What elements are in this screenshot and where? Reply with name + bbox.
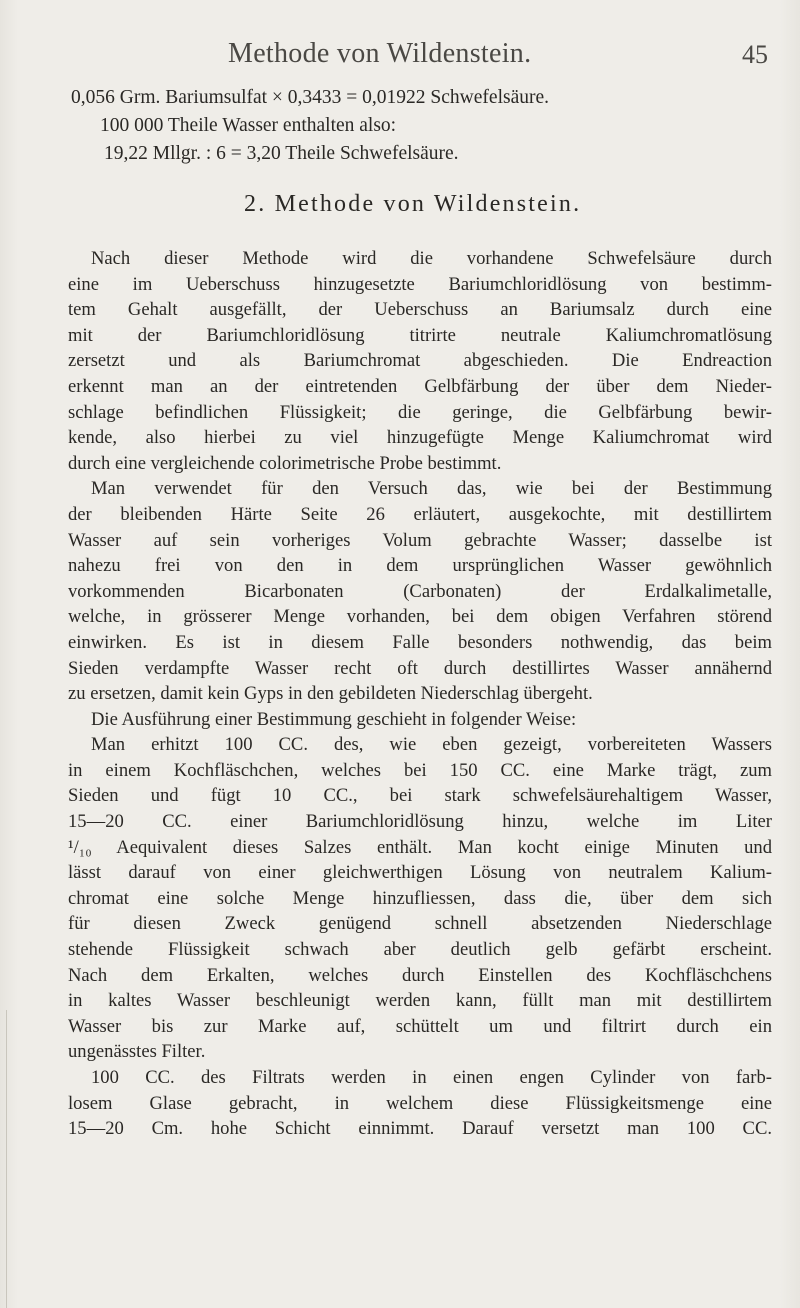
text-line: 100 CC. des Filtrats werden in einen engen Cylinder von farb-	[91, 1067, 772, 1088]
text-line: zersetzt und als Bariumchromat abgeschieden. Die Endreaction	[68, 350, 772, 372]
text-line: mit der Bariumchloridlösung titrirte neutrale Kaliumchromatlösung	[68, 324, 772, 346]
text-line: lässt darauf von einer gleichwerthigen Lösung von neutralem Kalium-	[68, 862, 772, 884]
text-line: vorkommenden Bicarbonaten (Carbonaten) der Erdalkalimetalle,	[68, 580, 772, 602]
text-line: Sieden verdampfte Wasser recht oft durch destillirtes Wasser annähernd	[68, 657, 772, 679]
text-line: Wasser bis zur Marke auf, schüttelt um und filtrirt durch ein	[68, 1015, 772, 1037]
text-line: welche, in grösserer Menge vorhanden, bei dem obigen Verfahren störend	[68, 606, 772, 628]
text-line: losem Glase gebracht, in welchem diese Flüssigkeitsmenge eine	[68, 1092, 772, 1114]
text-line: Nach dem Erkalten, welches durch Einstellen des Kochfläschchens	[68, 964, 772, 986]
text-line: in kaltes Wasser beschleunigt werden kann, füllt man mit destillirtem	[68, 990, 772, 1012]
page-edge-line	[6, 1010, 7, 1308]
text-line: erkennt man an der eintretenden Gelbfärbung der über dem Nieder-	[68, 375, 772, 397]
section-heading: 2. Methode von Wildenstein.	[244, 191, 582, 217]
text-line: Man erhitzt 100 CC. des, wie eben gezeigt, vorbereiteten Wassers	[91, 734, 772, 756]
text-line: durch eine vergleichende colorimetrische Probe bestimmt.	[68, 452, 502, 474]
text-line: eine im Ueberschuss hinzugesetzte Bariumchloridlösung von bestimm-	[68, 273, 772, 295]
text-line: ungenässtes Filter.	[68, 1041, 206, 1063]
text-line: Die Ausführung einer Bestimmung geschieht in folgender Weise:	[91, 708, 577, 730]
text-line: für diesen Zweck genügend schnell absetzenden Niederschlage	[68, 913, 772, 935]
text-line: Nach dieser Methode wird die vorhandene Schwefelsäure durch	[91, 248, 772, 269]
text-line: Wasser auf sein vorheriges Volum gebrachte Wasser; dasselbe ist	[68, 529, 772, 551]
text-line: der bleibenden Härte Seite 26 erläutert, ausgekochte, mit destillirtem	[68, 503, 772, 525]
text-line: chromat eine solche Menge hinzufliessen, dass die, über dem sich	[68, 887, 772, 909]
text-line: tem Gehalt ausgefällt, der Ueberschuss an Bariumsalz durch eine	[68, 299, 772, 321]
text-line: einwirken. Es ist in diesem Falle besonders nothwendig, das beim	[68, 631, 772, 653]
calculation-line-1: 0,056 Grm. Bariumsulfat × 0,3433 = 0,01922 Schwefelsäure.	[71, 87, 549, 108]
calculation-line-2: 100 000 Theile Wasser enthalten also:	[100, 115, 397, 136]
text-line: 15—20 Cm. hohe Schicht einnimmt. Darauf versetzt man 100 CC.	[68, 1118, 772, 1140]
page-number: 45	[742, 40, 768, 69]
text-line: ¹/₁₀ Aequivalent dieses Salzes enthält. Man kocht einige Minuten und	[68, 836, 772, 858]
text-line: Sieden und fügt 10 CC., bei stark schwefelsäurehaltigem Wasser,	[68, 785, 772, 807]
calculation-line-3: 19,22 Mllgr. : 6 = 3,20 Theile Schwefelsäure.	[104, 143, 459, 164]
running-header	[0, 38, 800, 72]
text-line: 15—20 CC. einer Bariumchloridlösung hinzu, welche im Liter	[68, 811, 772, 833]
text-line: kende, also hierbei zu viel hinzugefügte Menge Kaliumchromat wird	[68, 427, 772, 449]
running-title: Methode von Wildenstein.	[228, 38, 532, 69]
text-line: in einem Kochfläschchen, welches bei 150 CC. eine Marke trägt, zum	[68, 759, 772, 781]
text-line: Man verwendet für den Versuch das, wie bei der Bestimmung	[91, 478, 772, 500]
text-line: stehende Flüssigkeit schwach aber deutlich gelb gefärbt erscheint.	[68, 939, 772, 961]
body-text	[68, 246, 772, 1142]
text-line: nahezu frei von den in dem ursprünglichen Wasser gewöhnlich	[68, 555, 772, 577]
text-line: zu ersetzen, damit kein Gyps in den gebildeten Niederschlag übergeht.	[68, 683, 593, 705]
text-line: schlage befindlichen Flüssigkeit; die geringe, die Gelbfärbung bewir-	[68, 401, 772, 423]
